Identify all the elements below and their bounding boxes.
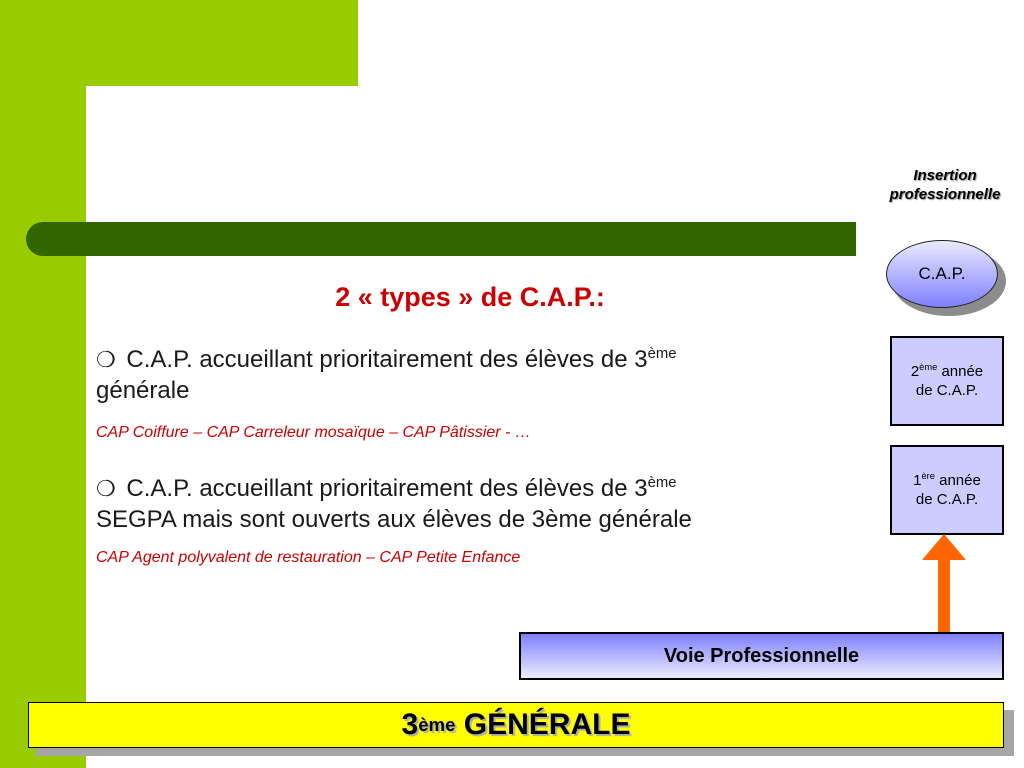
bullet-text-continued: générale <box>96 377 190 404</box>
examples-line-2: CAP Agent polyvalent de restauration – CAP Petite Enfance <box>96 549 521 566</box>
left-green-band <box>0 0 86 768</box>
bullet-text: C.A.P. accueillant prioritairement des élèves de 3 <box>126 346 648 373</box>
title-bar-divider <box>26 222 856 256</box>
bullet-cap-3eme-generale <box>96 344 826 406</box>
bullet-superscript: ème <box>647 475 677 491</box>
bullet-text-continued: SEGPA mais sont ouverts aux élèves de 3ème générale <box>96 506 692 533</box>
year-number: 1 <box>913 472 922 489</box>
voie-professionnelle-box <box>519 632 1004 680</box>
banner-number: 3 <box>401 708 419 741</box>
year-number: 2 <box>910 363 920 380</box>
year-word: année <box>939 472 981 489</box>
top-green-block <box>0 0 358 86</box>
examples-line-1: CAP Coiffure – CAP Carreleur mosaïque – CAP Pâtissier - … <box>96 424 531 441</box>
bullet-text: C.A.P. accueillant prioritairement des élèves de 3 <box>126 475 648 502</box>
second-year-line-2: de C.A.P. <box>915 382 979 399</box>
year-word: année <box>941 363 984 380</box>
first-year-line-1 <box>913 471 981 490</box>
insertion-professionnelle-label <box>872 166 1018 204</box>
generale-banner: 3 ème GÉNÉRALE <box>28 702 1004 748</box>
circle-bullet-icon: ❍ <box>96 347 116 372</box>
voie-professionnelle-label: Voie Professionnelle <box>663 644 860 667</box>
first-year-box <box>890 445 1004 535</box>
slide-heading: 2 « types » de C.A.P.: <box>335 282 605 312</box>
year-superscript: ère <box>921 471 935 481</box>
bullet-cap-segpa <box>96 473 826 535</box>
insertion-line-1: Insertion <box>913 167 977 184</box>
circle-bullet-icon: ❍ <box>96 476 116 501</box>
second-year-box <box>890 336 1004 426</box>
year-superscript: ème <box>919 362 938 372</box>
cap-ellipse-label: C.A.P. <box>918 264 966 283</box>
up-arrow-shape <box>922 534 966 634</box>
first-year-line-2: de C.A.P. <box>915 491 979 508</box>
bullet-superscript: ème <box>647 346 677 362</box>
second-year-line-1 <box>911 362 983 381</box>
banner-word: GÉNÉRALE <box>463 708 631 741</box>
insertion-line-2: professionnelle <box>889 186 1001 203</box>
cap-ellipse <box>886 240 998 308</box>
up-arrow-icon <box>922 534 966 634</box>
